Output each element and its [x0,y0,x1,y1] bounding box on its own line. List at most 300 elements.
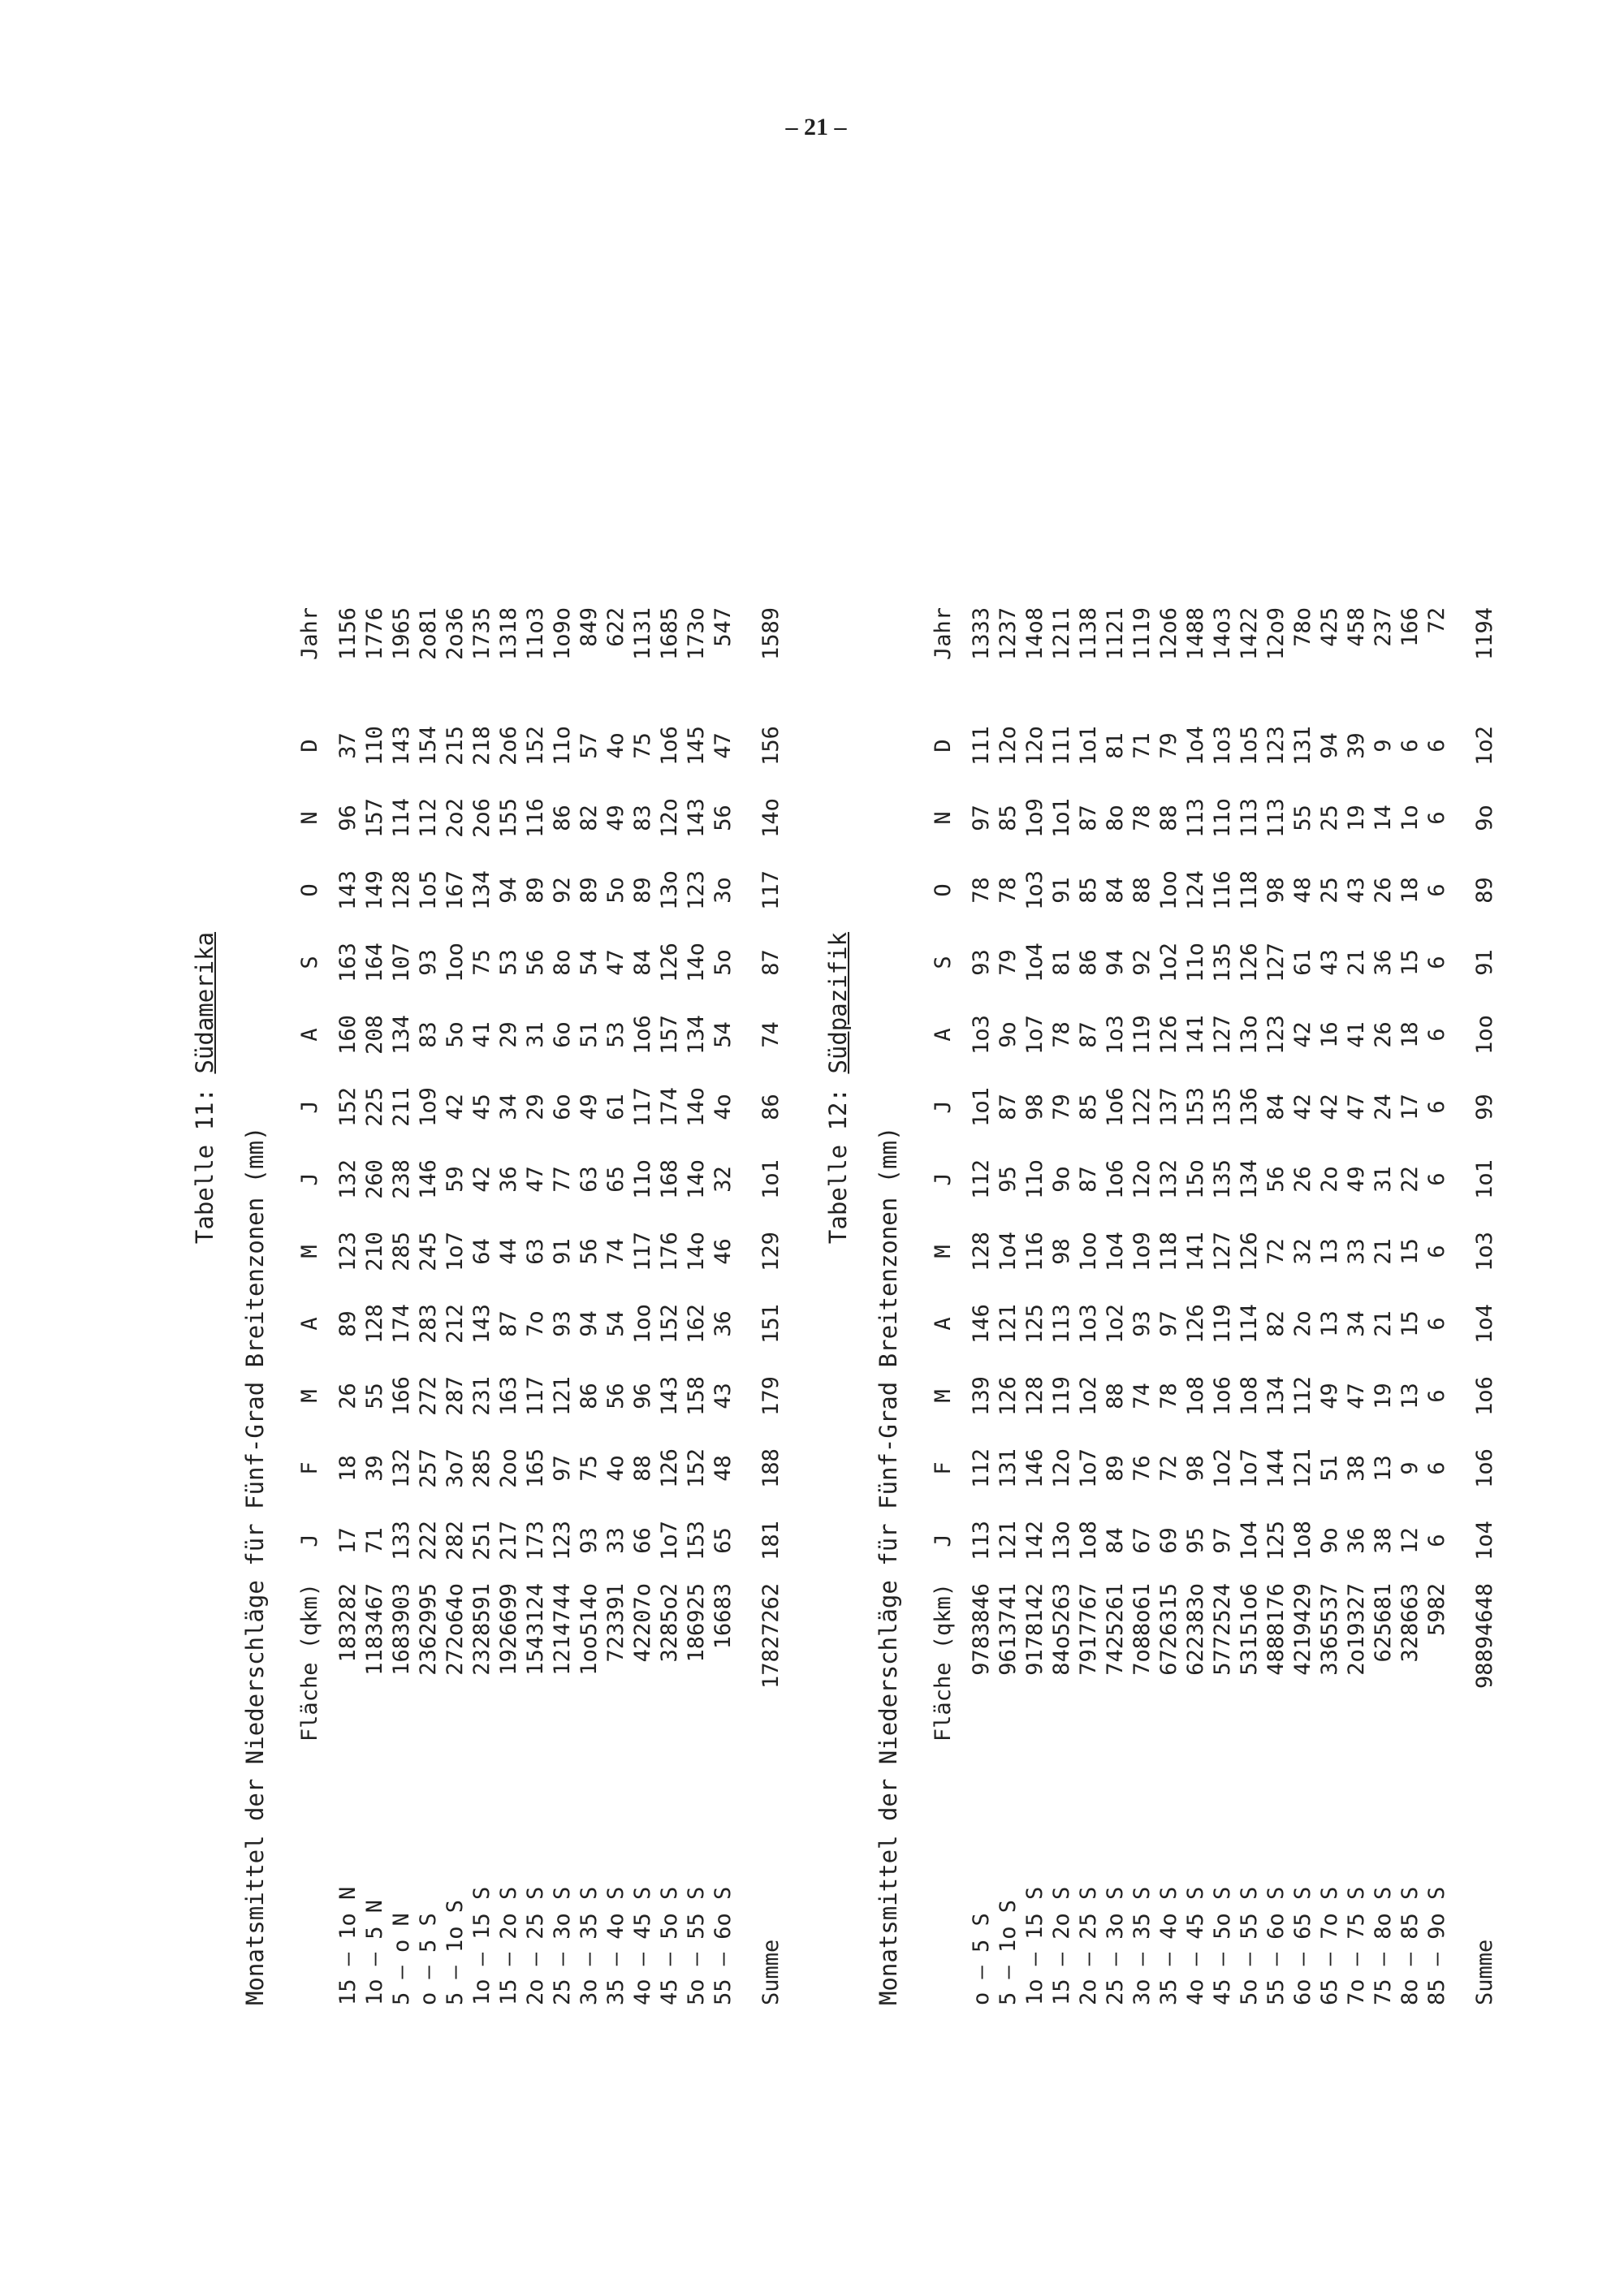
month-value: 164 [362,943,387,982]
month-value: 152 [684,1448,709,1488]
month-value: 13 [1397,1383,1423,1409]
month-value: 86 [1076,949,1101,976]
month-value: 15 [1397,1310,1423,1337]
month-value: 222 [416,1521,441,1560]
month-value: 55 [362,1383,387,1409]
annual-value: 425 [1317,607,1342,647]
month-value: 26 [1371,877,1396,904]
month-value: 134 [1237,1159,1262,1199]
month-value: 16 [1317,1021,1342,1048]
month-value: 19 [1344,805,1369,831]
month-value: 167 [443,870,468,910]
annual-value: 1138 [1076,607,1101,661]
month-value: 160 [335,1015,361,1055]
annual-value: 1776 [362,607,387,661]
month-value: 72 [1263,1238,1289,1265]
area-value: 3285o2 [657,1583,682,1663]
month-value: 67 [1129,1527,1155,1554]
month-value: 123 [335,1232,361,1271]
month-value: 4o [603,1455,628,1482]
table-row [469,607,495,2005]
month-value: 134 [469,870,495,910]
month-value: 113 [1049,1304,1074,1344]
area-value: 7425261 [1103,1583,1128,1676]
zone-label: 5o – 55 S [1237,1886,1262,2005]
table-row [1423,607,1450,2005]
month-value: 54 [710,1021,736,1048]
zone-label: 4o – 45 S [630,1886,655,2005]
zone-label: 4o – 45 S [1183,1886,1208,2005]
month-value: 231 [469,1376,495,1416]
annual-value: 72 [1424,607,1449,634]
month-value: 88 [630,1455,655,1482]
month-value: 85 [1076,877,1101,904]
month-value: 25 [1317,805,1342,831]
month-value: 1o7 [657,1521,682,1560]
month-value: 282 [443,1521,468,1560]
month-value: 117 [523,1376,548,1416]
month-value: 13 [1317,1238,1342,1265]
month-value: 34 [1344,1310,1369,1337]
month-value: 6 [1424,1172,1449,1186]
month-value: 56 [603,1383,628,1409]
month-value: 14o [684,943,709,982]
month-value: 260 [362,1159,387,1199]
month-value: 48 [710,1455,736,1482]
month-value: 110 [362,726,387,766]
area-value: 16683 [710,1583,736,1650]
month-value: 1o7 [1237,1448,1262,1488]
annual-value: 1318 [496,607,521,661]
month-value: 151 [758,1304,784,1344]
month-value: 6 [1424,1317,1449,1331]
month-value: 3o [710,877,736,904]
column-header: Fläche (qkm) [297,1583,322,1742]
column-header: Jahr [297,607,322,661]
month-value: 86 [577,1383,602,1409]
month-value: 93 [416,949,441,976]
month-value: 14o [684,1232,709,1271]
column-header: A [931,1317,956,1331]
month-value: 89 [523,877,548,904]
month-value: 116 [523,798,548,838]
annual-value: 1735 [469,607,495,661]
annual-value: 1156 [335,607,361,661]
month-value: 1o6 [657,726,682,766]
month-value: 36 [1344,1527,1369,1554]
month-value: 87 [1076,805,1101,831]
area-value: 53151o6 [1237,1583,1262,1676]
column-header: J [931,1534,956,1547]
month-value: 144 [1263,1448,1289,1488]
table-row [1397,607,1423,2005]
month-value: 6 [1424,1245,1449,1258]
month-value: 37 [335,732,361,759]
month-value: 87 [1076,1166,1101,1193]
month-value: 49 [1344,1166,1369,1193]
annual-value: 11o3 [523,607,548,661]
month-value: 1o8 [1076,1521,1101,1560]
month-value: 6 [1424,1100,1449,1114]
month-value: 26 [1290,1166,1315,1193]
month-value: 114 [1237,1304,1262,1344]
month-value: 131 [1290,726,1315,766]
month-value: 116 [1210,870,1235,910]
column-header: A [297,1028,322,1042]
area-value: 98894648 [1472,1583,1497,1690]
month-value: 135 [1210,1087,1235,1127]
month-value: 84 [630,949,655,976]
month-value: 42 [469,1166,495,1193]
month-value: 143 [657,1376,682,1416]
annual-value: 1194 [1472,607,1497,661]
month-value: 181 [758,1521,784,1560]
column-header: J [297,1534,322,1547]
month-value: 75 [630,732,655,759]
column-header: J [931,1172,956,1186]
area-value: 186925 [684,1583,709,1663]
month-value: 95 [996,1166,1021,1193]
month-value: 2o2 [443,798,468,838]
month-value: 78 [1129,805,1155,831]
table-11-subtitle: Monatsmittel der Niederschläge für Fünf-Grad Breitenzonen (mm) [241,1126,269,2005]
month-value: 55 [1290,805,1315,831]
month-value: 39 [1344,732,1369,759]
month-value: 86 [550,805,575,831]
zone-label: 8o – 85 S [1397,1886,1423,2005]
month-value: 32 [1290,1238,1315,1265]
month-value: 63 [577,1166,602,1193]
month-value: 13 [1317,1310,1342,1337]
month-value: 21 [1371,1310,1396,1337]
month-value: 6 [1397,739,1423,753]
month-value: 11o [630,1159,655,1199]
month-value: 9o [1049,1166,1074,1193]
column-header: M [297,1245,322,1258]
month-value: 128 [1022,1376,1047,1416]
month-value: 141 [1183,1015,1208,1055]
month-value: 1o7 [1076,1448,1101,1488]
month-value: 158 [684,1376,709,1416]
zone-label: o – 5 S [969,1913,994,2005]
month-value: 77 [550,1166,575,1193]
month-value: 49 [603,805,628,831]
month-value: 1o4 [1472,1304,1497,1344]
annual-value: 14o3 [1210,607,1235,661]
month-value: 143 [684,798,709,838]
month-value: 121 [996,1521,1021,1560]
area-value: 622383o [1183,1583,1208,1676]
zone-label: 1o – 5 N [362,1899,387,2005]
column-header: F [297,1461,322,1475]
month-value: 38 [1371,1527,1396,1554]
month-value: 156 [758,726,784,766]
month-value: 1o2 [1472,726,1497,766]
month-value: 78 [1156,1383,1181,1409]
month-value: 93 [969,949,994,976]
month-value: 116 [1022,1232,1047,1271]
annual-value: 622 [603,607,628,647]
column-header: Jahr [931,607,956,661]
zone-label: 2o – 25 S [1076,1886,1101,2005]
zone-label: 45 – 5o S [1210,1886,1235,2005]
month-value: 47 [603,949,628,976]
month-value: 47 [523,1166,548,1193]
area-value: 3365537 [1317,1583,1342,1676]
annual-value: 2o81 [416,607,441,661]
month-value: 47 [710,732,736,759]
month-value: 13o [1049,1521,1074,1560]
area-value: 328663 [1397,1583,1423,1663]
table-row [710,607,736,2005]
month-value: 154 [416,726,441,766]
month-value: 6 [1424,1028,1449,1042]
month-value: 13o [657,870,682,910]
table-row [1289,607,1316,2005]
table-row [1075,607,1102,2005]
month-value: 1o4 [996,1232,1021,1271]
month-value: 97 [969,805,994,831]
month-value: 143 [469,1304,495,1344]
month-value: 117 [758,870,784,910]
column-header: J [931,1100,956,1114]
month-value: 8o [1103,805,1128,831]
sum-label: Summe [1472,1939,1497,2005]
month-value: 92 [1129,949,1155,976]
month-value: 75 [469,949,495,976]
table-row [683,607,710,2005]
month-value: 251 [469,1521,495,1560]
annual-value: 166 [1397,607,1423,647]
zone-label: 65 – 7o S [1317,1886,1342,2005]
month-value: 2o [1290,1310,1315,1337]
month-value: 29 [496,1021,521,1048]
area-value: 1214744 [550,1583,575,1676]
table-row [1343,607,1370,2005]
annual-value: 1333 [969,607,994,661]
area-value: 5982 [1424,1583,1449,1637]
month-value: 1o6 [1210,1376,1235,1416]
month-value: 31 [523,1021,548,1048]
month-value: 1o6 [630,1015,655,1055]
table-12-title [820,170,856,2005]
month-value: 287 [443,1376,468,1416]
table-row [549,607,576,2005]
month-value: 1o2 [1076,1376,1101,1416]
month-value: 179 [758,1376,784,1416]
area-value: 9178142 [1022,1583,1047,1676]
month-value: 132 [389,1448,414,1488]
month-value: 174 [389,1304,414,1344]
column-header: O [931,883,956,897]
month-value: 218 [469,726,495,766]
month-value: 1o3 [969,1015,994,1055]
month-value: 1o3 [1076,1304,1101,1344]
month-value: 9o [1472,805,1497,831]
month-value: 6o [550,1021,575,1048]
area-value: 2328591 [469,1583,495,1676]
header-zone [919,1770,968,2005]
month-value: 127 [1210,1015,1235,1055]
month-value: 89 [335,1310,361,1337]
month-value: 215 [443,726,468,766]
month-value: 145 [684,726,709,766]
month-value: 1o4 [1472,1521,1497,1560]
month-value: 2o6 [496,726,521,766]
zone-label: 35 – 4o S [603,1886,628,2005]
month-value: 238 [389,1159,414,1199]
zone-label: o – 5 S [416,1913,441,2005]
month-value: 82 [1263,1310,1289,1337]
month-value: 45 [469,1094,495,1120]
table-12-name: Südpazifik [824,931,852,1074]
month-value: 99 [1472,1094,1497,1120]
area-value: 6726315 [1156,1583,1181,1676]
month-value: 48 [1290,877,1315,904]
month-value: 1o4 [1237,1521,1262,1560]
zone-label: 15 – 2o S [1049,1886,1074,2005]
month-value: 39 [362,1455,387,1482]
month-value: 118 [1156,1232,1181,1271]
month-value: 36 [496,1166,521,1193]
area-value: 1oo514o [577,1583,602,1676]
month-value: 51 [1317,1455,1342,1482]
month-value: 96 [630,1383,655,1409]
month-value: 117 [630,1232,655,1271]
zone-label: 55 – 6o S [710,1886,736,2005]
table-header-row [919,607,968,2005]
month-value: 123 [1263,726,1289,766]
table-11-title [187,170,222,2005]
month-value: 111 [969,726,994,766]
table-row [1102,607,1129,2005]
month-value: 5o [443,1021,468,1048]
area-value: 2o19327 [1344,1583,1369,1676]
month-value: 217 [496,1521,521,1560]
month-value: 111 [1049,726,1074,766]
month-value: 132 [1156,1159,1181,1199]
month-value: 121 [1290,1448,1315,1488]
month-value: 157 [657,1015,682,1055]
month-value: 78 [996,877,1021,904]
month-value: 143 [389,726,414,766]
month-value: 126 [996,1376,1021,1416]
area-value: 1543124 [523,1583,548,1676]
zone-label: 1o – 15 S [1022,1886,1047,2005]
month-value: 163 [496,1376,521,1416]
column-header: S [931,956,956,969]
table-row [576,607,603,2005]
month-value: 6 [1424,1461,1449,1475]
month-value: 5o [603,877,628,904]
table-12 [919,607,1498,2005]
month-value: 123 [550,1521,575,1560]
month-value: 53 [496,949,521,976]
month-value: 96 [335,805,361,831]
month-value: 15 [1397,1238,1423,1265]
month-value: 74 [1129,1383,1155,1409]
area-value: 5772524 [1210,1583,1235,1676]
month-value: 113 [1263,798,1289,838]
month-value: 119 [1210,1304,1235,1344]
month-value: 91 [550,1238,575,1265]
month-value: 61 [603,1094,628,1120]
annual-value: 237 [1371,607,1396,647]
month-value: 113 [1183,798,1208,838]
month-value: 1o2 [1103,1304,1128,1344]
month-value: 18 [1397,877,1423,904]
area-value: 17827262 [758,1583,784,1690]
month-value: 166 [389,1376,414,1416]
month-value: 153 [684,1521,709,1560]
annual-value: 1589 [758,607,784,661]
month-value: 6 [1424,1534,1449,1547]
column-header: J [297,1172,322,1186]
zone-label: 25 – 3o S [550,1886,575,2005]
table-12-subtitle: Monatsmittel der Niederschläge für Fünf-Grad Breitenzonen (mm) [875,1126,902,2005]
month-value: 94 [496,877,521,904]
annual-value: 1o9o [550,607,575,661]
table-row [995,607,1021,2005]
table-11 [286,607,784,2005]
month-value: 112 [416,798,441,838]
month-value: 1o8 [1183,1376,1208,1416]
month-value: 212 [443,1304,468,1344]
month-value: 153 [1183,1087,1208,1127]
month-value: 1o4 [1183,726,1208,766]
month-value: 25 [1317,877,1342,904]
month-value: 84 [1263,1094,1289,1120]
area-value: 1683903 [389,1583,414,1676]
table-11-name: Südamerika [191,931,218,1074]
month-value: 43 [1317,949,1342,976]
zone-label: 7o – 75 S [1344,1886,1369,2005]
area-value: 9783846 [969,1583,994,1676]
table-row [361,607,388,2005]
annual-value: 2o36 [443,607,468,661]
month-value: 1o1 [1049,798,1074,838]
month-value: 78 [1049,1021,1074,1048]
month-value: 6 [1424,956,1449,969]
month-value: 47 [1344,1094,1369,1120]
month-value: 13o [1237,1015,1262,1055]
month-value: 157 [362,798,387,838]
month-value: 19 [1371,1383,1396,1409]
month-value: 4o [710,1094,736,1120]
month-value: 168 [657,1159,682,1199]
month-value: 9o [996,1021,1021,1048]
month-value: 133 [389,1521,414,1560]
month-value: 1o1 [969,1087,994,1127]
annual-value: 1131 [630,607,655,661]
month-value: 32 [710,1166,736,1193]
month-value: 87 [496,1310,521,1337]
month-value: 42 [1290,1094,1315,1120]
table-row [1048,607,1075,2005]
month-value: 69 [1156,1527,1181,1554]
month-value: 41 [1344,1021,1369,1048]
month-value: 134 [684,1015,709,1055]
column-header: M [297,1389,322,1403]
month-value: 225 [362,1087,387,1127]
month-value: 128 [969,1232,994,1271]
month-value: 6 [1424,811,1449,825]
month-value: 15o [1183,1159,1208,1199]
month-value: 88 [1103,1383,1128,1409]
month-value: 137 [1156,1087,1181,1127]
month-value: 6 [1424,739,1449,753]
month-value: 53 [603,1021,628,1048]
